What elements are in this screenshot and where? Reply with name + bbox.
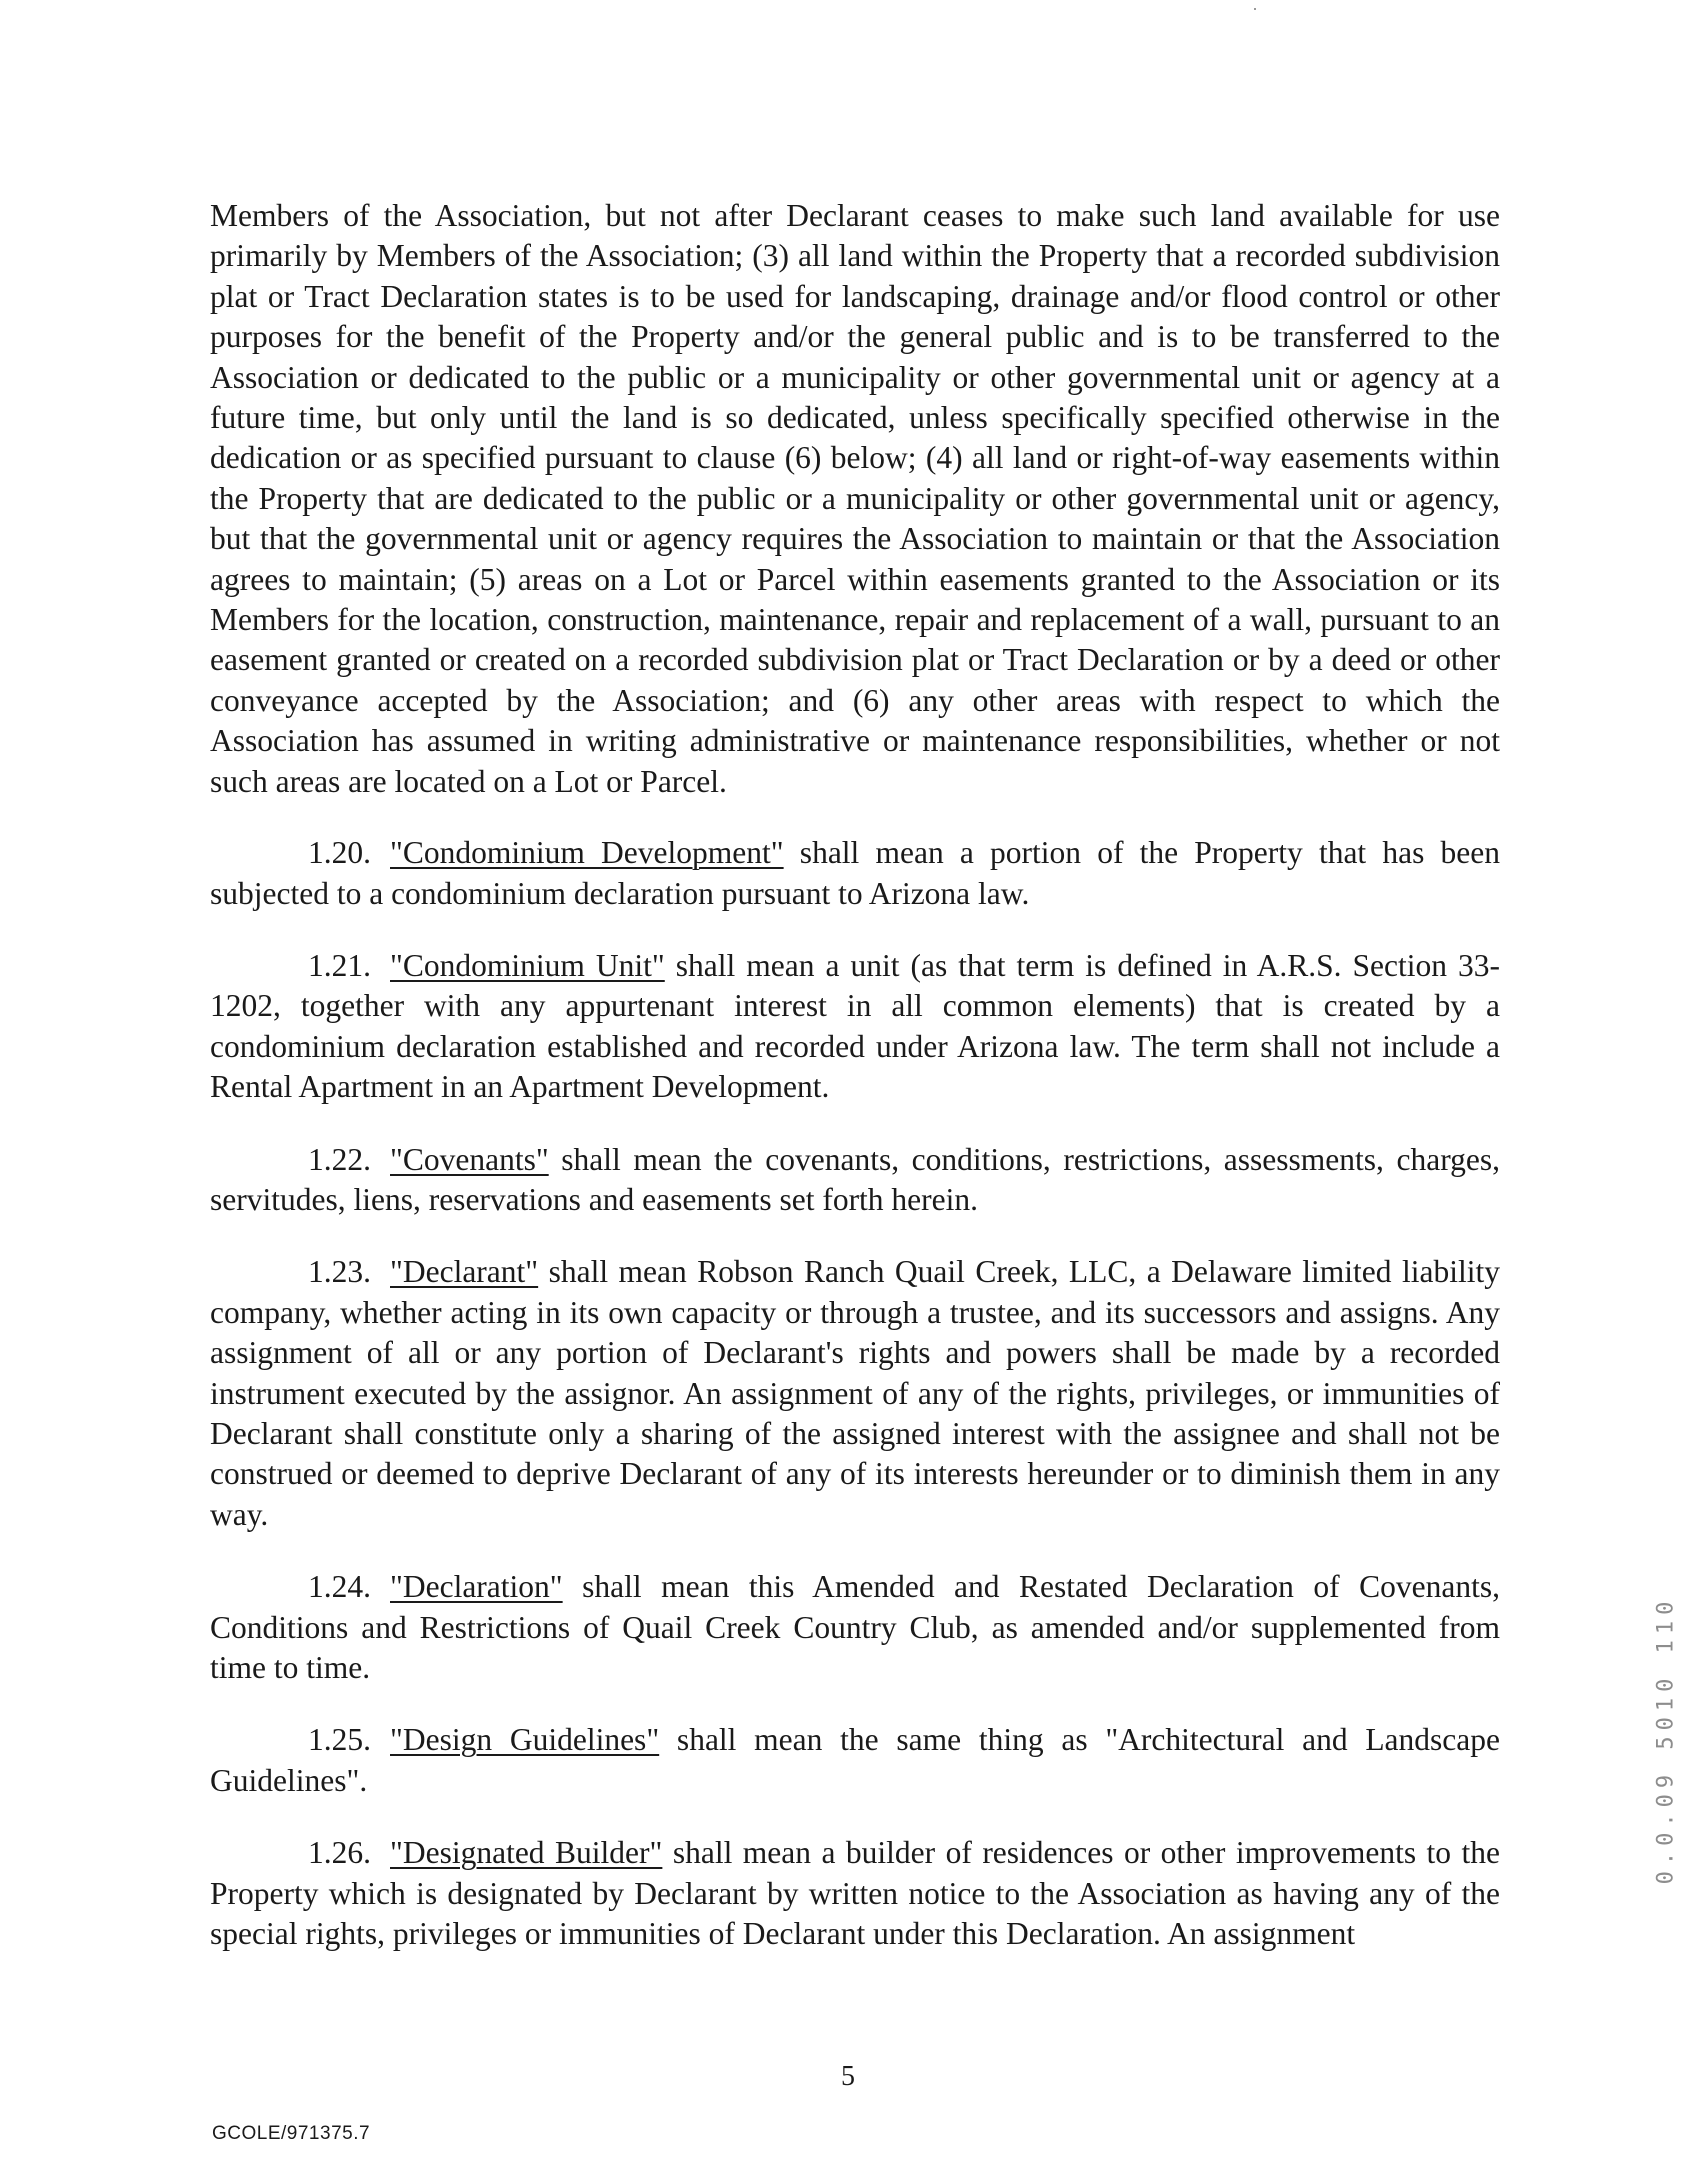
defined-term: "Condominium Development" (390, 835, 784, 871)
definition-text: shall mean the same thing as "Architectural and Landscape Guidelines". (210, 1722, 1500, 1798)
section-number: 1.21. (308, 947, 371, 983)
defined-term: "Covenants" (390, 1141, 549, 1177)
section-number: 1.20. (308, 835, 371, 871)
section-1-20 (210, 833, 1500, 914)
defined-term: "Design Guidelines" (390, 1722, 660, 1758)
document-code: GCOLE/971375.7 (212, 2123, 371, 2144)
defined-term: "Designated Builder" (390, 1835, 663, 1871)
definition-text: shall mean a portion of the Property that has been subjected to a condominium declaration pursuant to Arizona law. (210, 835, 1501, 911)
section-1-25 (210, 1720, 1500, 1801)
scan-speck (1254, 8, 1256, 10)
definition-text: shall mean a unit (as that term is defined in A.R.S. Section 33-1202, together with any appurtenant interest in all common elements) that is created by a condominium declaration established and recorded under Arizona law. The term shall not include a Rental Apartment in an Apartment Development. (210, 947, 1500, 1105)
section-number: 1.26. (308, 1835, 371, 1871)
defined-term: "Declaration" (390, 1569, 563, 1605)
definition-text: shall mean the covenants, conditions, restrictions, assessments, charges, servitudes, liens, reservations and easements set forth herein. (210, 1141, 1500, 1217)
defined-term: "Condominium Unit" (390, 947, 665, 983)
page-number: 5 (841, 2061, 855, 2092)
section-number: 1.23. (308, 1254, 371, 1290)
margin-stamp: 0.0.09 5010 110 (1653, 1595, 1679, 1885)
section-1-26 (210, 1833, 1500, 1954)
section-1-23 (210, 1252, 1500, 1535)
definition-text: shall mean a builder of residences or other improvements to the Property which is designated by Declarant by written notice to the Association as having any of the special rights, privileges or immunities of Declarant under this Declaration. An assignment (210, 1835, 1500, 1952)
section-number: 1.24. (308, 1569, 371, 1605)
document-body (210, 196, 1500, 1986)
section-number: 1.22. (308, 1141, 371, 1177)
section-1-22 (210, 1140, 1500, 1221)
section-1-24 (210, 1567, 1500, 1688)
section-number: 1.25. (308, 1722, 371, 1758)
defined-term: "Declarant" (390, 1254, 539, 1290)
continuation-paragraph: Members of the Association, but not after Declarant ceases to make such land available for use primarily by Members of the Association; (3) all land within the Property that a recorded subdivision plat or Tract Declaration states is to be used for landscaping, drainage and/or flood control or other purposes for the benefit of the Property and/or the general public and is to be transferred to the Association or dedicated to the public or a municipality or other governmental unit or agency at a future time, but only until the land is so dedicated, unless specifically specified otherwise in the dedication or as specified pursuant to clause (6) below; (4) all land or right-of-way easements within the Property that are dedicated to the public or a municipality or other governmental unit or agency, but that the governmental unit or agency requires the Association to maintain or that the Association agrees to maintain; (5) areas on a Lot or Parcel within easements granted to the Association or its Members for the location, construction, maintenance, repair and replacement of a wall, pursuant to an easement granted or created on a recorded subdivision plat or Tract Declaration or by a deed or other conveyance accepted by the Association; and (6) any other areas with respect to which the Association has assumed in writing administrative or maintenance responsibilities, whether or not such areas are located on a Lot or Parcel. (210, 198, 1500, 799)
definition-text: shall mean Robson Ranch Quail Creek, LLC, a Delaware limited liability company, whether acting in its own capacity or through a trustee, and its successors and assigns. Any assignment of all or any portion of Declarant's rights and powers shall be made by a recorded instrument executed by the assignor. An assignment of any of the rights, privileges, or immunities of Declarant shall constitute only a sharing of the assigned interest with the assignee and shall not be construed or deemed to deprive Declarant of any of its interests hereunder or to diminish them in any way. (210, 1254, 1500, 1532)
definition-text: shall mean this Amended and Restated Declaration of Covenants, Conditions and Restrictions of Quail Creek Country Club, as amended and/or supplemented from time to time. (210, 1569, 1500, 1685)
section-1-21 (210, 946, 1500, 1108)
